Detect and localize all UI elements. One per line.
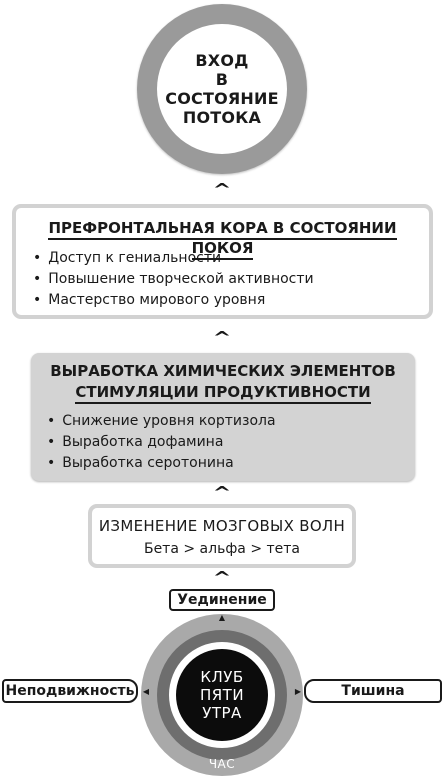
brain-waves-title: ИЗМЕНЕНИЕ МОЗГОВЫХ ВОЛН: [98, 517, 346, 535]
chemicals-box: [31, 353, 415, 481]
chemicals-title-line1: ВЫРАБОТКА ХИМИЧЕСКИХ ЭЛЕМЕНТОВ: [50, 362, 396, 380]
chemicals-list: [47, 411, 276, 474]
solitude-label: Уединение: [169, 589, 275, 611]
cortex-item: • Мастерство мирового уровня: [33, 290, 314, 311]
chemicals-item: • Снижение уровня кортизола: [47, 411, 276, 432]
cortex-box: [12, 204, 433, 319]
hour-label: ЧАС: [208, 757, 236, 771]
arrow-up-icon: ^: [212, 483, 232, 502]
stillness-label: Неподвижность: [2, 679, 138, 703]
arrow-left-small-icon: ◀: [142, 687, 150, 696]
club-line2: ПЯТИ: [199, 686, 245, 704]
cortex-title-text: ПРЕФРОНТАЛЬНАЯ КОРА В СОСТОЯНИИ ПОКОЯ: [48, 219, 396, 260]
chemicals-title-line2-text: СТИМУЛЯЦИИ ПРОДУКТИВНОСТИ: [75, 383, 370, 404]
club-line3: УТРА: [202, 704, 242, 722]
club-line1: КЛУБ: [200, 668, 244, 686]
brain-waves-box: [88, 504, 356, 568]
cortex-item: • Повышение творческой активности: [33, 269, 314, 290]
arrow-right-small-icon: ▶: [294, 687, 302, 696]
arrow-up-icon: ^: [212, 568, 232, 587]
brain-waves-sequence: Бета > альфа > тета: [143, 541, 301, 557]
chemicals-item: • Выработка серотонина: [47, 453, 276, 474]
arrow-up-icon: ^: [212, 328, 232, 347]
flow-state-line1: ВХОД: [195, 51, 249, 70]
club-core: [176, 649, 268, 741]
chemicals-item: • Выработка дофамина: [47, 432, 276, 453]
arrow-up-icon: ^: [212, 180, 232, 199]
flow-state-line2: В СОСТОЯНИЕ: [165, 70, 279, 108]
cortex-item: • Доступ к гениальности: [33, 248, 314, 269]
chemicals-title-line2: [31, 382, 415, 402]
flow-state-label: [157, 24, 287, 154]
flow-state-line3: ПОТОКА: [182, 108, 262, 127]
silence-label: Тишина: [304, 679, 442, 703]
arrow-up-small-icon: ▲: [218, 613, 226, 622]
cortex-list: [33, 248, 314, 311]
